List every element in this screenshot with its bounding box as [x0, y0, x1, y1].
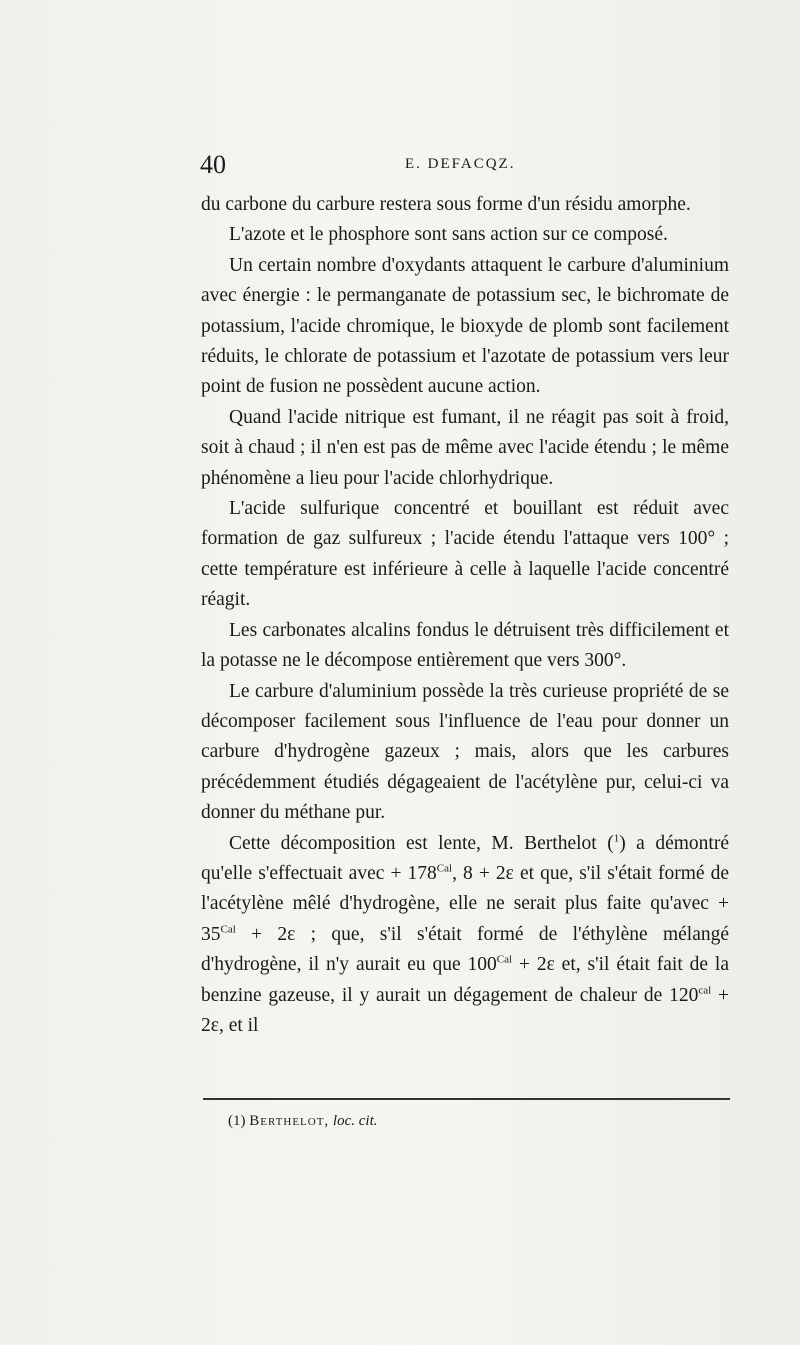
paragraph: L'acide sulfurique concentré et bouillant est réduit avec formation de gaz sulfureux ; l'acide étendu l'attaque vers 100° ; cette température est inférieure à celle à laquelle l'acide concentré réagit.: [201, 498, 729, 611]
footnote-author: Berthelot,: [249, 1113, 330, 1129]
paragraph-berthelot: [201, 829, 729, 1042]
paragraph: L'azote et le phosphore sont sans action sur ce composé.: [229, 224, 668, 246]
page-header: [200, 150, 730, 180]
text-run: ) a démontré qu'elle s'effectuait avec + 178: [201, 832, 729, 884]
paragraph: Le carbure d'aluminium possède la très curieuse propriété de se décomposer facilement sous l'influence de l'eau pour donner un carbure d'hydrogène gazeux ; mais, alors que les carbures précédemment étudiés dégageaient de l'acétylène pur, celui-ci va donner du méthane pur.: [201, 680, 729, 824]
footnote-marker: (1): [228, 1113, 246, 1129]
footnote-reference: 1: [613, 832, 620, 845]
footnote-divider: [203, 1098, 730, 1100]
unit-superscript: Cal: [436, 862, 453, 875]
footnote: [228, 1113, 378, 1130]
text-run: Cette décomposition est lente, M. Berthelot (: [229, 832, 614, 854]
text-run: + 2ε, et il: [201, 984, 729, 1036]
text-run: , 8 + 2ε et que, s'il s'était formé de l'acétylène mêlé d'hydrogène, elle ne serait plus faite qu'avec + 35: [201, 862, 730, 945]
text-run: + 2ε et, s'il était fait de la benzine gazeuse, il y aurait un dégagement de chaleur de 120: [201, 954, 729, 1006]
unit-superscript: Cal: [220, 923, 236, 936]
text-run: + 2ε ; que, s'il s'était formé de l'éthylène mélangé d'hydrogène, il n'y aurait eu que 100: [201, 923, 729, 976]
unit-superscript: cal: [698, 984, 712, 997]
paragraph: Les carbonates alcalins fondus le détruisent très difficilement et la potasse ne le décompose entièrement que vers 300°.: [201, 619, 729, 672]
paragraph: du carbone du carbure restera sous forme d'un résidu amorphe.: [201, 194, 691, 215]
unit-superscript: Cal: [496, 953, 513, 966]
running-head: E. DEFACQZ.: [405, 156, 516, 172]
paragraph: Quand l'acide nitrique est fumant, il ne réagit pas soit à froid, soit à chaud ; il n'en est pas de même avec l'acide étendu ; le même phénomène a lieu pour l'acide chlorhydrique.: [201, 406, 729, 489]
page-number: 40: [200, 150, 226, 179]
body-text: [201, 190, 729, 1041]
paragraph: Un certain nombre d'oxydants attaquent le carbure d'aluminium avec énergie : le permanganate de potassium sec, le bichromate de potassium, l'acide chromique, le bioxyde de plomb sont facilement réduits, le chlorate de potassium et l'azotate de potassium vers leur point de fusion ne possèdent aucune action.: [201, 254, 729, 398]
footnote-citation: loc. cit.: [332, 1113, 378, 1129]
